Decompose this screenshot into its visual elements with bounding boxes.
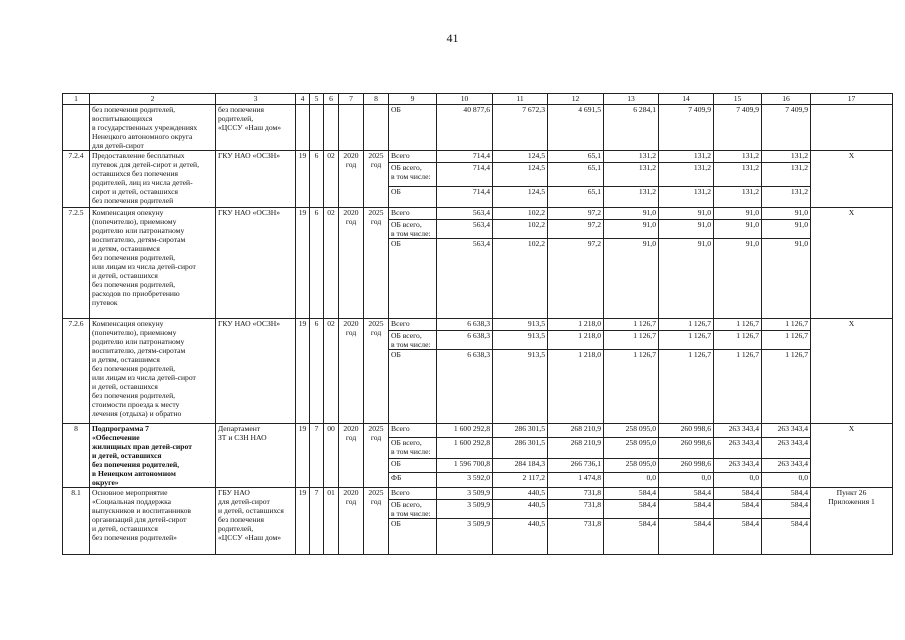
code-c5: [310, 105, 324, 151]
amount-cell: 584,4: [659, 488, 714, 500]
amount-cell: 131,2: [659, 163, 714, 187]
header-cell: 5: [310, 94, 324, 105]
amount-cell: 131,2: [604, 187, 659, 208]
amount-cell: 258 095,0: [604, 437, 659, 459]
header-cell: 14: [659, 94, 714, 105]
note-cell: [811, 105, 893, 151]
start-year: 2020 год: [339, 319, 364, 424]
code-c5: 7: [310, 488, 324, 555]
amount-cell: 0,0: [762, 473, 811, 488]
amount-cell: 584,4: [659, 519, 714, 555]
funding-source: ФБ: [389, 473, 437, 488]
amount-cell: 131,2: [762, 187, 811, 208]
amount-cell: 3 509,9: [437, 488, 493, 500]
funding-source: ОБ: [389, 105, 437, 151]
note-cell: Пункт 26 Приложения 1: [811, 488, 893, 555]
amount-cell: 1 126,7: [762, 319, 811, 331]
amount-cell: 102,2: [493, 220, 548, 239]
amount-cell: 1 126,7: [604, 350, 659, 424]
amount-cell: 6 284,1: [604, 105, 659, 151]
budget-table: [62, 93, 893, 555]
amount-cell: 266 736,1: [548, 459, 604, 473]
amount-cell: 731,8: [548, 500, 604, 519]
item-name: Компенсация опекуну (попечителю), приемному родителю или патронатному воспитателю, детям-сиротам и детям, оставшимся без попечения родителей, или лицам из числа детей-сирот и детей, оставшихся без попечения родителей, расходов по приобретению путевок: [90, 208, 216, 319]
code-c4: 19: [296, 151, 310, 208]
amount-cell: 3 509,9: [437, 500, 493, 519]
amount-cell: 1 600 292,8: [437, 424, 493, 438]
amount-cell: 268 210,9: [548, 424, 604, 438]
code-c4: 19: [296, 424, 310, 488]
amount-cell: 7 409,9: [659, 105, 714, 151]
amount-cell: 91,0: [714, 239, 762, 319]
funding-source: ОБ всего, в том числе:: [389, 163, 437, 187]
funding-source: ОБ: [389, 459, 437, 473]
amount-cell: 3 509,9: [437, 519, 493, 555]
amount-cell: 1 126,7: [659, 350, 714, 424]
note-cell: Х: [811, 424, 893, 488]
funding-source: ОБ всего, в том числе:: [389, 437, 437, 459]
amount-cell: 263 343,4: [762, 424, 811, 438]
table-row: [63, 151, 893, 163]
item-name: Предоставление бесплатных путевок для детей-сирот и детей, оставшихся без попечения родителей, лиц из числа детей- сирот и детей, оставшихся без попечения родителей: [90, 151, 216, 208]
item-name: без попечения родителей, воспитывающихся в государственных учреждениях Ненецкого автономного округа для детей-сирот: [90, 105, 216, 151]
start-year: 2020 год: [339, 424, 364, 488]
amount-cell: 124,5: [493, 163, 548, 187]
table-row: [63, 424, 893, 438]
end-year: 2025 год: [364, 151, 389, 208]
amount-cell: 91,0: [604, 220, 659, 239]
item-code: 7.2.5: [63, 208, 90, 319]
funding-source: Всего: [389, 424, 437, 438]
item-code: 8: [63, 424, 90, 488]
item-name: Подпрограмма 7 «Обеспечение жилищных прав детей-сирот и детей, оставшихся без попечения родителей, в Ненецком автономном округе»: [90, 424, 216, 488]
code-c4: 19: [296, 488, 310, 555]
funding-source: ОБ всего, в том числе:: [389, 500, 437, 519]
code-c6: 00: [324, 424, 339, 488]
amount-cell: 1 218,0: [548, 350, 604, 424]
amount-cell: 65,1: [548, 151, 604, 163]
amount-cell: 1 126,7: [714, 331, 762, 350]
amount-cell: 91,0: [762, 239, 811, 319]
item-executor: ГКУ НАО «ОСЗН»: [216, 151, 296, 208]
amount-cell: 91,0: [659, 239, 714, 319]
amount-cell: 6 638,3: [437, 331, 493, 350]
header-cell: 16: [762, 94, 811, 105]
amount-cell: 2 117,2: [493, 473, 548, 488]
amount-cell: 714,4: [437, 163, 493, 187]
amount-cell: 584,4: [762, 488, 811, 500]
header-cell: 2: [90, 94, 216, 105]
amount-cell: 263 343,4: [714, 424, 762, 438]
header-cell: 6: [324, 94, 339, 105]
amount-cell: 1 218,0: [548, 319, 604, 331]
amount-cell: 6 638,3: [437, 319, 493, 331]
code-c6: 02: [324, 319, 339, 424]
code-c6: 01: [324, 488, 339, 555]
end-year: [364, 105, 389, 151]
funding-source: ОБ: [389, 519, 437, 555]
amount-cell: 131,2: [659, 151, 714, 163]
amount-cell: 440,5: [493, 488, 548, 500]
funding-source: ОБ всего, в том числе:: [389, 331, 437, 350]
start-year: 2020 год: [339, 488, 364, 555]
amount-cell: 1 126,7: [659, 331, 714, 350]
amount-cell: 440,5: [493, 500, 548, 519]
header-cell: 7: [339, 94, 364, 105]
amount-cell: 263 343,4: [714, 459, 762, 473]
amount-cell: 102,2: [493, 239, 548, 319]
amount-cell: 1 600 292,8: [437, 437, 493, 459]
amount-cell: 124,5: [493, 151, 548, 163]
header-cell: 13: [604, 94, 659, 105]
funding-source: ОБ: [389, 350, 437, 424]
code-c5: 6: [310, 319, 324, 424]
table-row: [63, 208, 893, 220]
amount-cell: 7 409,9: [762, 105, 811, 151]
amount-cell: 584,4: [762, 519, 811, 555]
amount-cell: 1 126,7: [604, 319, 659, 331]
amount-cell: 714,4: [437, 187, 493, 208]
note-cell: Х: [811, 151, 893, 208]
amount-cell: 131,2: [762, 163, 811, 187]
funding-source: Всего: [389, 319, 437, 331]
amount-cell: 440,5: [493, 519, 548, 555]
item-executor: ГКУ НАО «ОСЗН»: [216, 319, 296, 424]
amount-cell: 584,4: [762, 500, 811, 519]
header-cell: 1: [63, 94, 90, 105]
header-row: [63, 94, 893, 105]
end-year: 2025 год: [364, 488, 389, 555]
amount-cell: 124,5: [493, 187, 548, 208]
amount-cell: 6 638,3: [437, 350, 493, 424]
item-executor: ГКУ НАО «ОСЗН»: [216, 208, 296, 319]
code-c6: 02: [324, 208, 339, 319]
amount-cell: 260 998,6: [659, 437, 714, 459]
page-number: 41: [446, 31, 459, 45]
note-cell: Х: [811, 208, 893, 319]
amount-cell: 731,8: [548, 519, 604, 555]
amount-cell: 913,5: [493, 350, 548, 424]
amount-cell: 0,0: [604, 473, 659, 488]
item-executor: Департамент ЗТ и СЗН НАО: [216, 424, 296, 488]
amount-cell: 131,2: [714, 163, 762, 187]
amount-cell: 40 877,6: [437, 105, 493, 151]
amount-cell: 563,4: [437, 239, 493, 319]
amount-cell: 97,2: [548, 239, 604, 319]
amount-cell: 563,4: [437, 220, 493, 239]
note-cell: Х: [811, 319, 893, 424]
amount-cell: 260 998,6: [659, 459, 714, 473]
header-cell: 4: [296, 94, 310, 105]
amount-cell: 563,4: [437, 208, 493, 220]
amount-cell: 1 474,8: [548, 473, 604, 488]
amount-cell: 584,4: [604, 519, 659, 555]
amount-cell: 0,0: [714, 473, 762, 488]
amount-cell: 1 126,7: [659, 319, 714, 331]
amount-cell: 263 343,4: [762, 459, 811, 473]
header-cell: 12: [548, 94, 604, 105]
item-name: Основное мероприятие «Социальная поддержка выпускников и воспитанников организаций для детей-сирот и детей, оставшихся без попечения родителей»: [90, 488, 216, 555]
amount-cell: 913,5: [493, 319, 548, 331]
amount-cell: 1 126,7: [604, 331, 659, 350]
amount-cell: 131,2: [762, 151, 811, 163]
amount-cell: 91,0: [714, 220, 762, 239]
amount-cell: 0,0: [659, 473, 714, 488]
item-code: [63, 105, 90, 151]
amount-cell: 91,0: [762, 220, 811, 239]
amount-cell: 268 210,9: [548, 437, 604, 459]
end-year: 2025 год: [364, 208, 389, 319]
start-year: [339, 105, 364, 151]
amount-cell: 131,2: [659, 187, 714, 208]
code-c4: 19: [296, 319, 310, 424]
code-c5: 6: [310, 151, 324, 208]
table-row: [63, 105, 893, 151]
amount-cell: 284 184,3: [493, 459, 548, 473]
funding-source: Всего: [389, 208, 437, 220]
amount-cell: 91,0: [659, 220, 714, 239]
header-cell: 17: [811, 94, 893, 105]
item-code: 7.2.6: [63, 319, 90, 424]
amount-cell: 1 126,7: [714, 319, 762, 331]
amount-cell: 131,2: [604, 151, 659, 163]
amount-cell: 263 343,4: [714, 437, 762, 459]
funding-source: ОБ всего, в том числе:: [389, 220, 437, 239]
code-c5: 7: [310, 424, 324, 488]
amount-cell: 131,2: [604, 163, 659, 187]
header-cell: 11: [493, 94, 548, 105]
item-code: 8.1: [63, 488, 90, 555]
header-cell: 3: [216, 94, 296, 105]
start-year: 2020 год: [339, 151, 364, 208]
table-row: [63, 319, 893, 331]
code-c6: [324, 105, 339, 151]
amount-cell: 584,4: [714, 488, 762, 500]
amount-cell: 1 596 700,8: [437, 459, 493, 473]
end-year: 2025 год: [364, 319, 389, 424]
amount-cell: 97,2: [548, 208, 604, 220]
amount-cell: 913,5: [493, 331, 548, 350]
code-c4: 19: [296, 208, 310, 319]
amount-cell: 91,0: [604, 239, 659, 319]
amount-cell: 1 126,7: [762, 331, 811, 350]
amount-cell: 286 301,5: [493, 424, 548, 438]
header-cell: 8: [364, 94, 389, 105]
funding-source: Всего: [389, 488, 437, 500]
amount-cell: 91,0: [604, 208, 659, 220]
item-name: Компенсация опекуну (попечителю), приемному родителю или патронатному воспитателю, детям-сиротам и детям, оставшимся без попечения родителей, или лицам из числа детей-сирот и детей, оставшихся без попечения родителей, стоимости проезда к месту лечения (отдыха) и обратно: [90, 319, 216, 424]
code-c4: [296, 105, 310, 151]
amount-cell: 65,1: [548, 163, 604, 187]
amount-cell: 91,0: [659, 208, 714, 220]
code-c5: 6: [310, 208, 324, 319]
table-row: [63, 488, 893, 500]
amount-cell: 3 592,0: [437, 473, 493, 488]
amount-cell: 91,0: [714, 208, 762, 220]
amount-cell: 102,2: [493, 208, 548, 220]
amount-cell: 1 126,7: [714, 350, 762, 424]
item-code: 7.2.4: [63, 151, 90, 208]
header-cell: 15: [714, 94, 762, 105]
amount-cell: 260 998,6: [659, 424, 714, 438]
item-executor: без попечения родителей, «ЦССУ «Наш дом»: [216, 105, 296, 151]
amount-cell: 584,4: [604, 488, 659, 500]
funding-source: ОБ: [389, 187, 437, 208]
amount-cell: 286 301,5: [493, 437, 548, 459]
amount-cell: 584,4: [714, 500, 762, 519]
amount-cell: 91,0: [762, 208, 811, 220]
header-cell: 9: [389, 94, 437, 105]
amount-cell: 65,1: [548, 187, 604, 208]
amount-cell: 4 691,5: [548, 105, 604, 151]
end-year: 2025 год: [364, 424, 389, 488]
amount-cell: 584,4: [659, 500, 714, 519]
amount-cell: 97,2: [548, 220, 604, 239]
amount-cell: 131,2: [714, 187, 762, 208]
amount-cell: 714,4: [437, 151, 493, 163]
header-cell: 10: [437, 94, 493, 105]
amount-cell: 131,2: [714, 151, 762, 163]
amount-cell: 258 095,0: [604, 424, 659, 438]
amount-cell: 7 409,9: [714, 105, 762, 151]
amount-cell: 7 672,3: [493, 105, 548, 151]
funding-source: Всего: [389, 151, 437, 163]
start-year: 2020 год: [339, 208, 364, 319]
amount-cell: 1 126,7: [762, 350, 811, 424]
amount-cell: 584,4: [604, 500, 659, 519]
funding-source: ОБ: [389, 239, 437, 319]
code-c6: 02: [324, 151, 339, 208]
amount-cell: 584,4: [714, 519, 762, 555]
amount-cell: 263 343,4: [762, 437, 811, 459]
item-executor: ГБУ НАО для детей-сирот и детей, оставшихся без попечения родителей, «ЦССУ «Наш дом»: [216, 488, 296, 555]
amount-cell: 731,8: [548, 488, 604, 500]
amount-cell: 258 095,0: [604, 459, 659, 473]
amount-cell: 1 218,0: [548, 331, 604, 350]
